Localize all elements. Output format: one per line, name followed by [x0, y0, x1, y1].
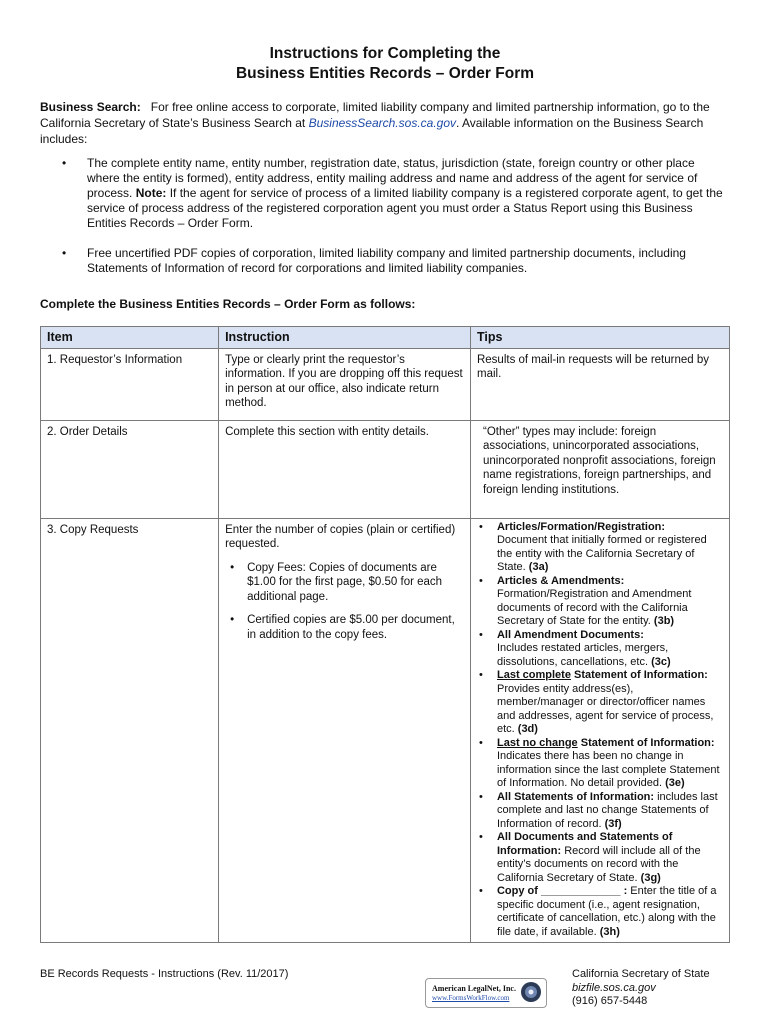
row-instruction: Enter the number of copies (plain or certified) requested. • Copy Fees: Copies of documents are $1.00 for the first page, $0.50 for each additional page. • Certified copies are $5.00 per document, in addition to the copy fees. — [219, 518, 471, 943]
business-search-bullets — [40, 156, 730, 291]
note-label: Note: — [135, 186, 167, 200]
list-item: • Free uncertified PDF copies of corporation, limited liability company and limited partnership documents, including Statements of Information of record for corporations and limited liability companies. — [62, 246, 686, 275]
tip-item: • Copy of _____________ : Enter the title of a specific document (i.e., agent resignation, certificate of cancellation, etc.) along with the file date, if available. (3h) — [478, 885, 717, 938]
bullet-icon: • — [478, 831, 483, 843]
footer-phone: (916) 657-5448 — [572, 995, 648, 1007]
bullet-icon: • — [62, 156, 67, 170]
table-row — [41, 348, 730, 420]
intro-text-after: . Available information on the Business Search includes: — [40, 116, 704, 146]
logo-name: American LegalNet, Inc. — [432, 984, 516, 993]
row-item: 3. Copy Requests — [41, 518, 219, 943]
bullet-icon: • — [478, 790, 483, 803]
bullet-icon: • — [230, 614, 235, 626]
bullet-icon: • — [478, 885, 483, 897]
bullet-icon: • — [478, 669, 483, 681]
row-item: 2. Order Details — [41, 420, 219, 518]
table-header-row — [41, 327, 730, 349]
header-item: Item — [41, 327, 219, 349]
instructions-table — [40, 326, 730, 943]
bullet-icon: • — [230, 561, 235, 574]
row-instruction: Complete this section with entity details. — [219, 420, 471, 518]
row-instruction: Type or clearly print the requestor’s information. If you are dropping off this request in person at our office, also indicate return method. — [219, 348, 471, 420]
row-item: 1. Requestor’s Information — [41, 348, 219, 420]
intro-text: For free online access to corporate, limited liability company and limited partnership information, go to the California Secretary of State’s Business Search at — [40, 100, 710, 130]
title-line-2: Business Entities Records – Order Form — [235, 65, 535, 82]
bullet-icon: • — [478, 628, 483, 641]
row-tips: “Other” types may include: foreign associations, unincorporated associations, unincorporated nonprofit associations, foreign name registrations, foreign partnerships, and foreign lending institutions. — [470, 420, 729, 518]
table-row — [41, 518, 730, 943]
header-tips: Tips — [470, 327, 729, 349]
list-item: • Certified copies are $5.00 per document, in addition to the copy fees. — [230, 614, 455, 641]
tip-item: • All Statements of Information: includes last complete and last no change Statements of Information of record. (3f) — [478, 790, 718, 830]
footer-agency: California Secretary of State — [572, 968, 710, 980]
section-heading: Complete the Business Entities Records – Order Form as follows: — [40, 297, 416, 311]
business-search-link[interactable]: BusinessSearch.sos.ca.gov — [308, 116, 457, 130]
page-title — [0, 44, 770, 84]
row-tips — [470, 518, 729, 943]
bullet-icon: • — [478, 520, 483, 533]
logo-url[interactable]: www.FormsWorkFlow.com — [432, 994, 510, 1002]
table-row — [41, 420, 730, 518]
tip-item: • All Amendment Documents: Includes restated articles, mergers, dissolutions, cancellations, etc. (3c) — [478, 628, 671, 668]
row-tips: Results of mail-in requests will be returned by mail. — [470, 348, 729, 420]
globe-icon — [520, 981, 542, 1003]
footer-revision: BE Records Requests - Instructions (Rev. 11/2017) — [40, 968, 289, 980]
bullet-icon: • — [62, 246, 67, 260]
business-search-intro — [40, 99, 730, 147]
tip-item: • Last complete Statement of Information: Provides entity address(es), member/manager or director/officer names and addresses, agent for service of process, etc. (3d) — [478, 669, 714, 735]
business-search-label: Business Search: — [40, 100, 141, 114]
footer-contact — [572, 968, 710, 1009]
list-item: • The complete entity name, entity number, registration date, status, jurisdiction (state, foreign country or other place where the entity is formed), entity address, entity mailing address and name and address of the agent for service of process. Note: If the agent for service of process of a limited liability company is a registered corporate agent, to get the service of process address of the registered corporation agent you must order a Status Report using this Business Entities Records – Order Form. — [62, 156, 723, 230]
tip-item: • Last no change Statement of Information: Indicates there has been no change in information since the last complete Statement of Information. No detail provided. (3e) — [478, 736, 720, 789]
title-line-1: Instructions for Completing the — [269, 45, 501, 62]
footer-website[interactable]: bizfile.sos.ca.gov — [572, 981, 656, 994]
tip-item: • Articles & Amendments: Formation/Registration and Amendment documents of record with the California Secretary of State for the entity. (3b) — [478, 574, 692, 627]
list-item: • Copy Fees: Copies of documents are $1.00 for the first page, $0.50 for each additional page. — [230, 561, 443, 603]
tip-item: • Articles/Formation/Registration: Document that initially formed or registered the entity with the California Secretary of State. (3a) — [478, 520, 707, 573]
tip-item: • All Documents and Statements of Information: Record will include all of the entity’s documents on record with the California Secretary of State. (3g) — [478, 831, 701, 884]
bullet-icon: • — [478, 574, 483, 587]
header-instruction: Instruction — [219, 327, 471, 349]
bullet-icon: • — [478, 736, 483, 749]
american-legalnet-logo — [425, 978, 547, 1008]
